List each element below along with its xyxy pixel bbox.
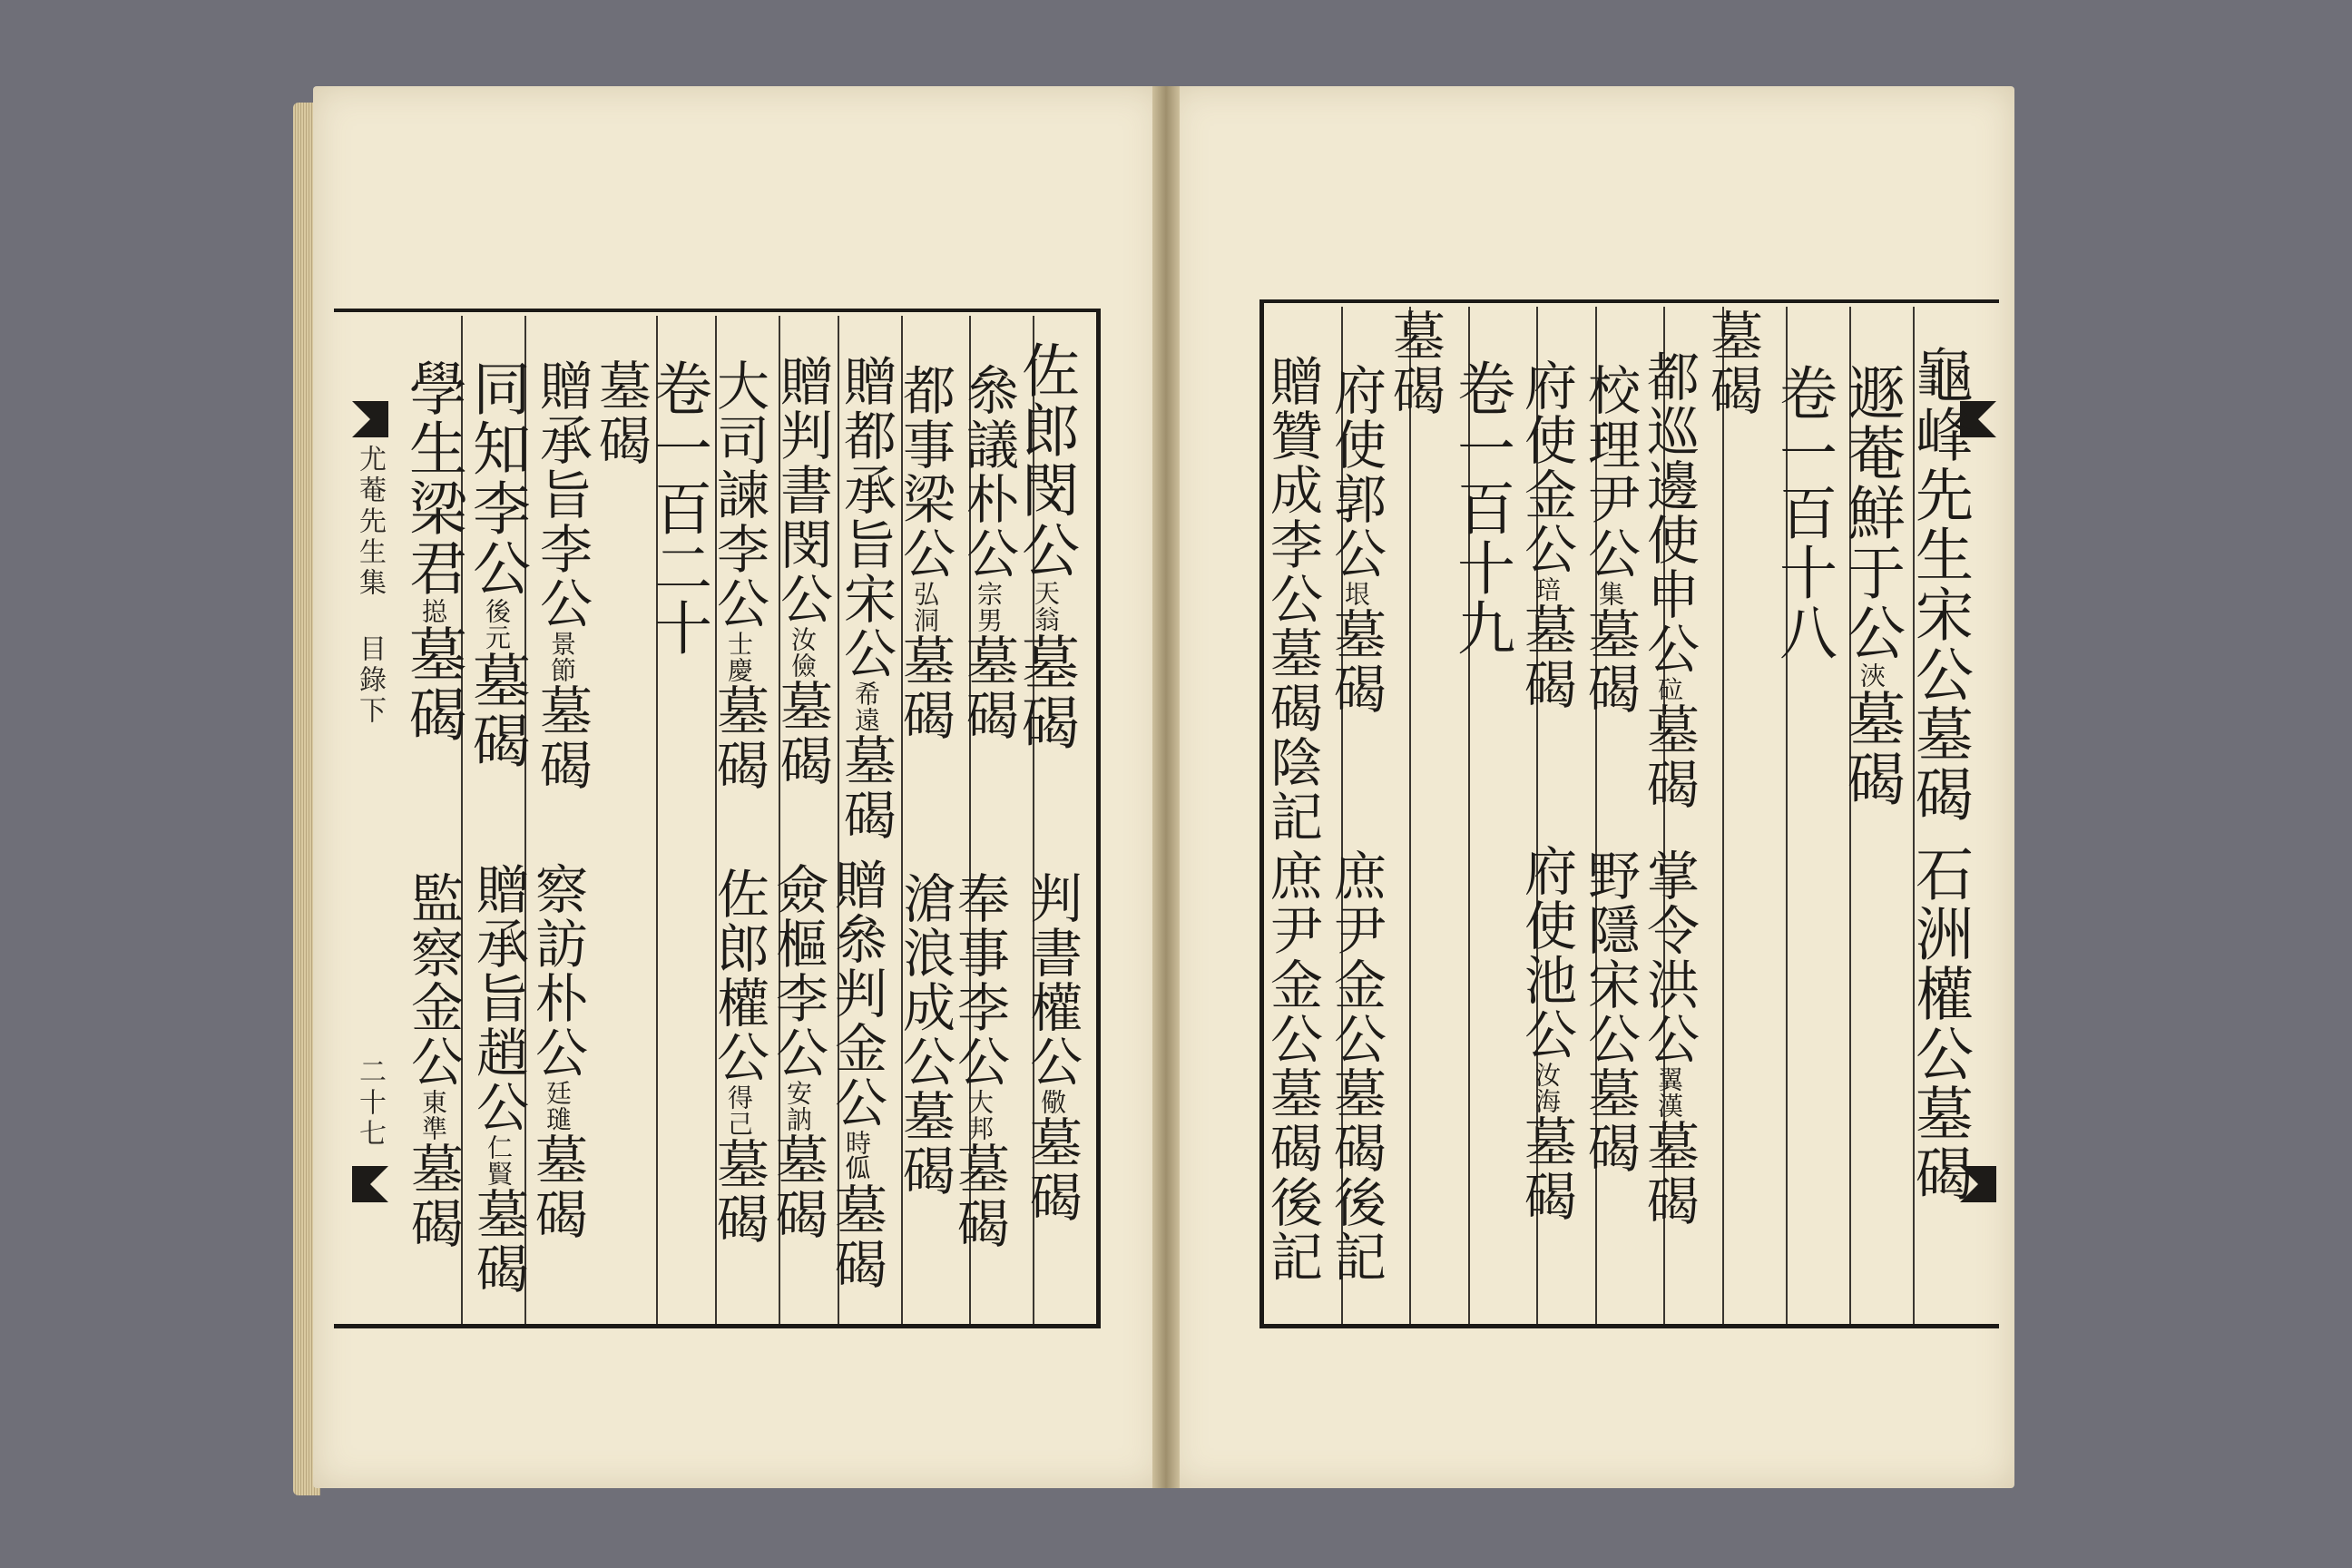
volume-heading: 卷一百十八 — [1769, 363, 1837, 662]
toc-entry: 滄浪成公墓碣 — [894, 871, 956, 1198]
toc-entry: 叅議朴公宗男墓碣 — [957, 363, 1019, 742]
toc-entry: 龜峰先生宋公墓碣 — [1906, 345, 1973, 824]
toc-entry: 校理尹公集墓碣 — [1579, 363, 1641, 716]
toc-entry: 府使池公汝海墓碣 — [1515, 844, 1577, 1223]
toc-entry: 贈判書閔公汝儉墓碣 — [771, 354, 833, 788]
toc-entry: 奉事李公大邦墓碣 — [948, 871, 1010, 1250]
toc-entry: 僉樞李公安訥墓碣 — [767, 862, 828, 1241]
toc-entry: 佐郎閔公天翁墓碣 — [1012, 340, 1079, 752]
toc-entry: 大司諫李公士慶墓碣 — [708, 358, 769, 792]
toc-entry: 學生梁君搃墓碣 — [399, 358, 466, 744]
toc-entry: 石洲權公墓碣 — [1906, 844, 1973, 1203]
section-heading: 墓碣 — [1701, 309, 1763, 417]
toc-entry: 判書權公儆墓碣 — [1021, 871, 1083, 1224]
toc-entry: 佐郎權公得己墓碣 — [708, 867, 769, 1246]
toc-entry: 都巡邊使申公砬墓碣 — [1638, 349, 1700, 811]
volume-heading: 卷一百二十 — [644, 358, 711, 658]
toc-entry: 贈承旨趙公仁賢墓碣 — [467, 862, 529, 1296]
toc-entry: 府使金公琣墓碣 — [1515, 358, 1577, 711]
toc-entry: 同知李公後元墓碣 — [463, 358, 530, 770]
column-rule — [1409, 307, 1411, 1324]
book-gutter — [1152, 86, 1180, 1488]
toc-entry: 贈都承旨宋公希遠墓碣 — [835, 354, 897, 842]
toc-entry: 遯菴鮮于公浹墓碣 — [1838, 363, 1905, 808]
toc-entry: 贈贊成李公墓碣陰記 — [1261, 354, 1323, 844]
toc-entry: 贈叅判金公時𠇗墓碣 — [826, 858, 887, 1291]
toc-entry: 野隱宋公墓碣 — [1579, 848, 1641, 1175]
toc-entry: 監察金公東準墓碣 — [402, 871, 464, 1250]
toc-entry: 掌令洪公翼漢墓碣 — [1638, 848, 1700, 1228]
toc-entry: 府使郭公垠墓碣 — [1325, 363, 1387, 716]
column-rule — [1722, 307, 1724, 1324]
toc-entry: 察訪朴公廷璡墓碣 — [526, 862, 588, 1241]
toc-entry: 都事梁公弘洞墓碣 — [894, 363, 956, 742]
toc-entry: 庶尹金公墓碣後記 — [1325, 848, 1387, 1284]
toc-entry: 庶尹金公墓碣後記 — [1261, 848, 1323, 1284]
section-heading: 墓碣 — [1384, 309, 1446, 417]
folio-number: 二十七 — [354, 1057, 386, 1150]
margin-title: 尤菴先生集 目錄下 — [354, 445, 386, 727]
section-heading: 墓碣 — [590, 358, 652, 467]
toc-entry: 贈承旨李公景節墓碣 — [531, 358, 593, 792]
volume-heading: 卷一百十九 — [1447, 358, 1514, 658]
